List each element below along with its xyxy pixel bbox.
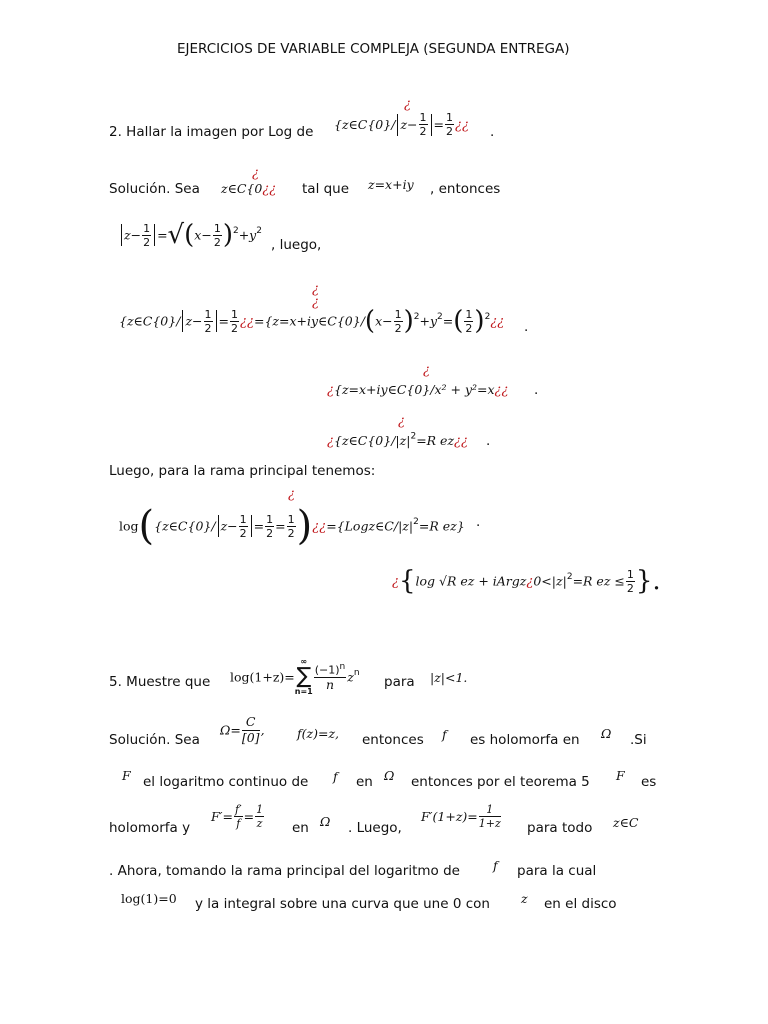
red-glyph: ¿: [454, 118, 462, 133]
eq-line2: ¿{z=x+iy∈C{0}/x² + y²=x¿¿: [327, 382, 509, 398]
math-f: f: [442, 727, 447, 742]
eq-fz: f(z)=z,: [297, 726, 339, 741]
math-set: z∈C{0}/: [341, 117, 396, 132]
page-title: EJERCICIOS DE VARIABLE COMPLEJA (SEGUNDA ENTREGA): [177, 41, 570, 57]
ex2-tal-que: tal que: [302, 181, 350, 197]
math-z-def: z=x+iy: [368, 177, 414, 192]
dot: .: [476, 514, 481, 530]
eq-line3: ¿{$z\in C\{0\}/|z|^2=R$ ez¿¿: [327, 431, 468, 449]
math-omega: Ω: [384, 768, 395, 783]
ex5-integral: y la integral sobre una curva que une 0 con: [195, 896, 490, 912]
ex5-ahora: . Ahora, tomando la rama principal del logaritmo de: [109, 863, 460, 879]
ex5-en2: en: [292, 820, 309, 836]
ex5-holomorfa-y: holomorfa y: [109, 820, 191, 836]
math-z-in: z∈C{0¿¿: [221, 181, 277, 197]
ex5-para-todo: para todo: [527, 820, 593, 836]
math-omega: Ω: [601, 726, 612, 741]
ex2-luego: , luego,: [271, 237, 322, 253]
math-f: f: [493, 858, 498, 873]
ex5-disco: en el disco: [544, 896, 617, 912]
math-zC: z∈C: [613, 815, 639, 830]
red-glyph-top: ¿: [404, 97, 411, 112]
eq-log-set: log({z∈C{0}/ z− $\frac{1}{2}$ = $\frac{1}{2}$ = $\frac{1}{2}$ )¿¿$=\{Logz\in C/|z|^2=R$ ez}: [119, 503, 465, 549]
ex5-si: .Si: [630, 732, 647, 748]
eq-F1z: F′(1+z)= $\frac{1}{1+z}$: [421, 803, 501, 830]
red-glyph: ¿: [461, 118, 469, 133]
eq-Fprime: F′= $\frac{f'}{f}$ = $\frac{1}{z}$: [211, 803, 264, 830]
dot: .: [534, 382, 539, 398]
ex2-prompt-end: .: [490, 124, 495, 140]
red-glyph-top: ¿: [252, 166, 259, 181]
dot: .: [486, 433, 491, 449]
frac-half: $\frac{1}{2}$: [445, 111, 453, 138]
red-glyph-top: ¿: [312, 282, 319, 297]
ex5-holomorfa: es holomorfa en: [470, 732, 580, 748]
math-f: f: [333, 769, 338, 784]
math-eq: =: [433, 117, 444, 132]
ex2-set-formula: {z∈C{0}/ z− $\frac{1}{2}$ = $\frac{1}{2}$ ¿¿: [334, 111, 469, 138]
ex5-en: en: [356, 774, 373, 790]
red-glyph-top: ¿: [423, 363, 430, 378]
ex2-solution-label: Solución. Sea: [109, 181, 200, 197]
ex5-prompt: 5. Muestre que: [109, 674, 211, 690]
math-z-minus: z−: [400, 117, 418, 132]
ex2-rama-principal: Luego, para la rama principal tenemos:: [109, 463, 376, 479]
math-F: F: [616, 768, 625, 783]
ex5-luego: . Luego,: [348, 820, 402, 836]
math-z: z: [521, 891, 528, 906]
ex5-para-cual: para la cual: [517, 863, 597, 879]
eq-omega: Ω= $\frac{C}{[0]}$ ,: [220, 714, 265, 745]
ex5-es: es: [641, 774, 657, 790]
ex5-solution-label: Solución. Sea: [109, 732, 200, 748]
red-glyph-top: ¿: [398, 414, 405, 429]
ex5-entonces: entonces: [362, 732, 424, 748]
ex5-condition: |z|<1.: [430, 670, 468, 685]
dot: .: [524, 319, 529, 335]
ex5-teorema: entonces por el teorema 5: [411, 774, 590, 790]
eq-series: log(1+z)= ∞ ∑ n=1 $\frac{(-1)^n}{n}$ $z^n$: [230, 657, 360, 696]
eq-log1: log(1)=0: [121, 891, 177, 906]
eq-modulus: z− $\frac{1}{2}$ =√(x− $\frac{1}{2}$ )$^2+y^2$: [119, 220, 262, 250]
ex2-prompt: 2. Hallar la imagen por Log de: [109, 124, 314, 140]
math-F: F: [122, 768, 131, 783]
red-glyph-top: ¿: [288, 487, 295, 502]
red-glyph-top: ¿: [312, 295, 319, 310]
ex5-para: para: [384, 674, 415, 690]
math-omega: Ω: [320, 814, 331, 829]
ex5-log-continuo: el logaritmo continuo de: [143, 774, 309, 790]
ex2-entonces: , entonces: [430, 181, 501, 197]
frac-half: $\frac{1}{2}$: [419, 111, 427, 138]
eq-log-final: ¿{log √R ez + $iArgz¿0<|z|^2=R$ ez ≤ $\frac{1}{2}$ }.: [392, 566, 661, 596]
eq-set-equality: {z∈C{0}/ z− $\frac{1}{2}$ = $\frac{1}{2}$ ¿¿={z=x+iy∈C{0}/(x− $\frac{1}{2}$ )$^2+y^2=$( $\frac{1}{2}$ )$^2$¿¿: [119, 306, 505, 336]
